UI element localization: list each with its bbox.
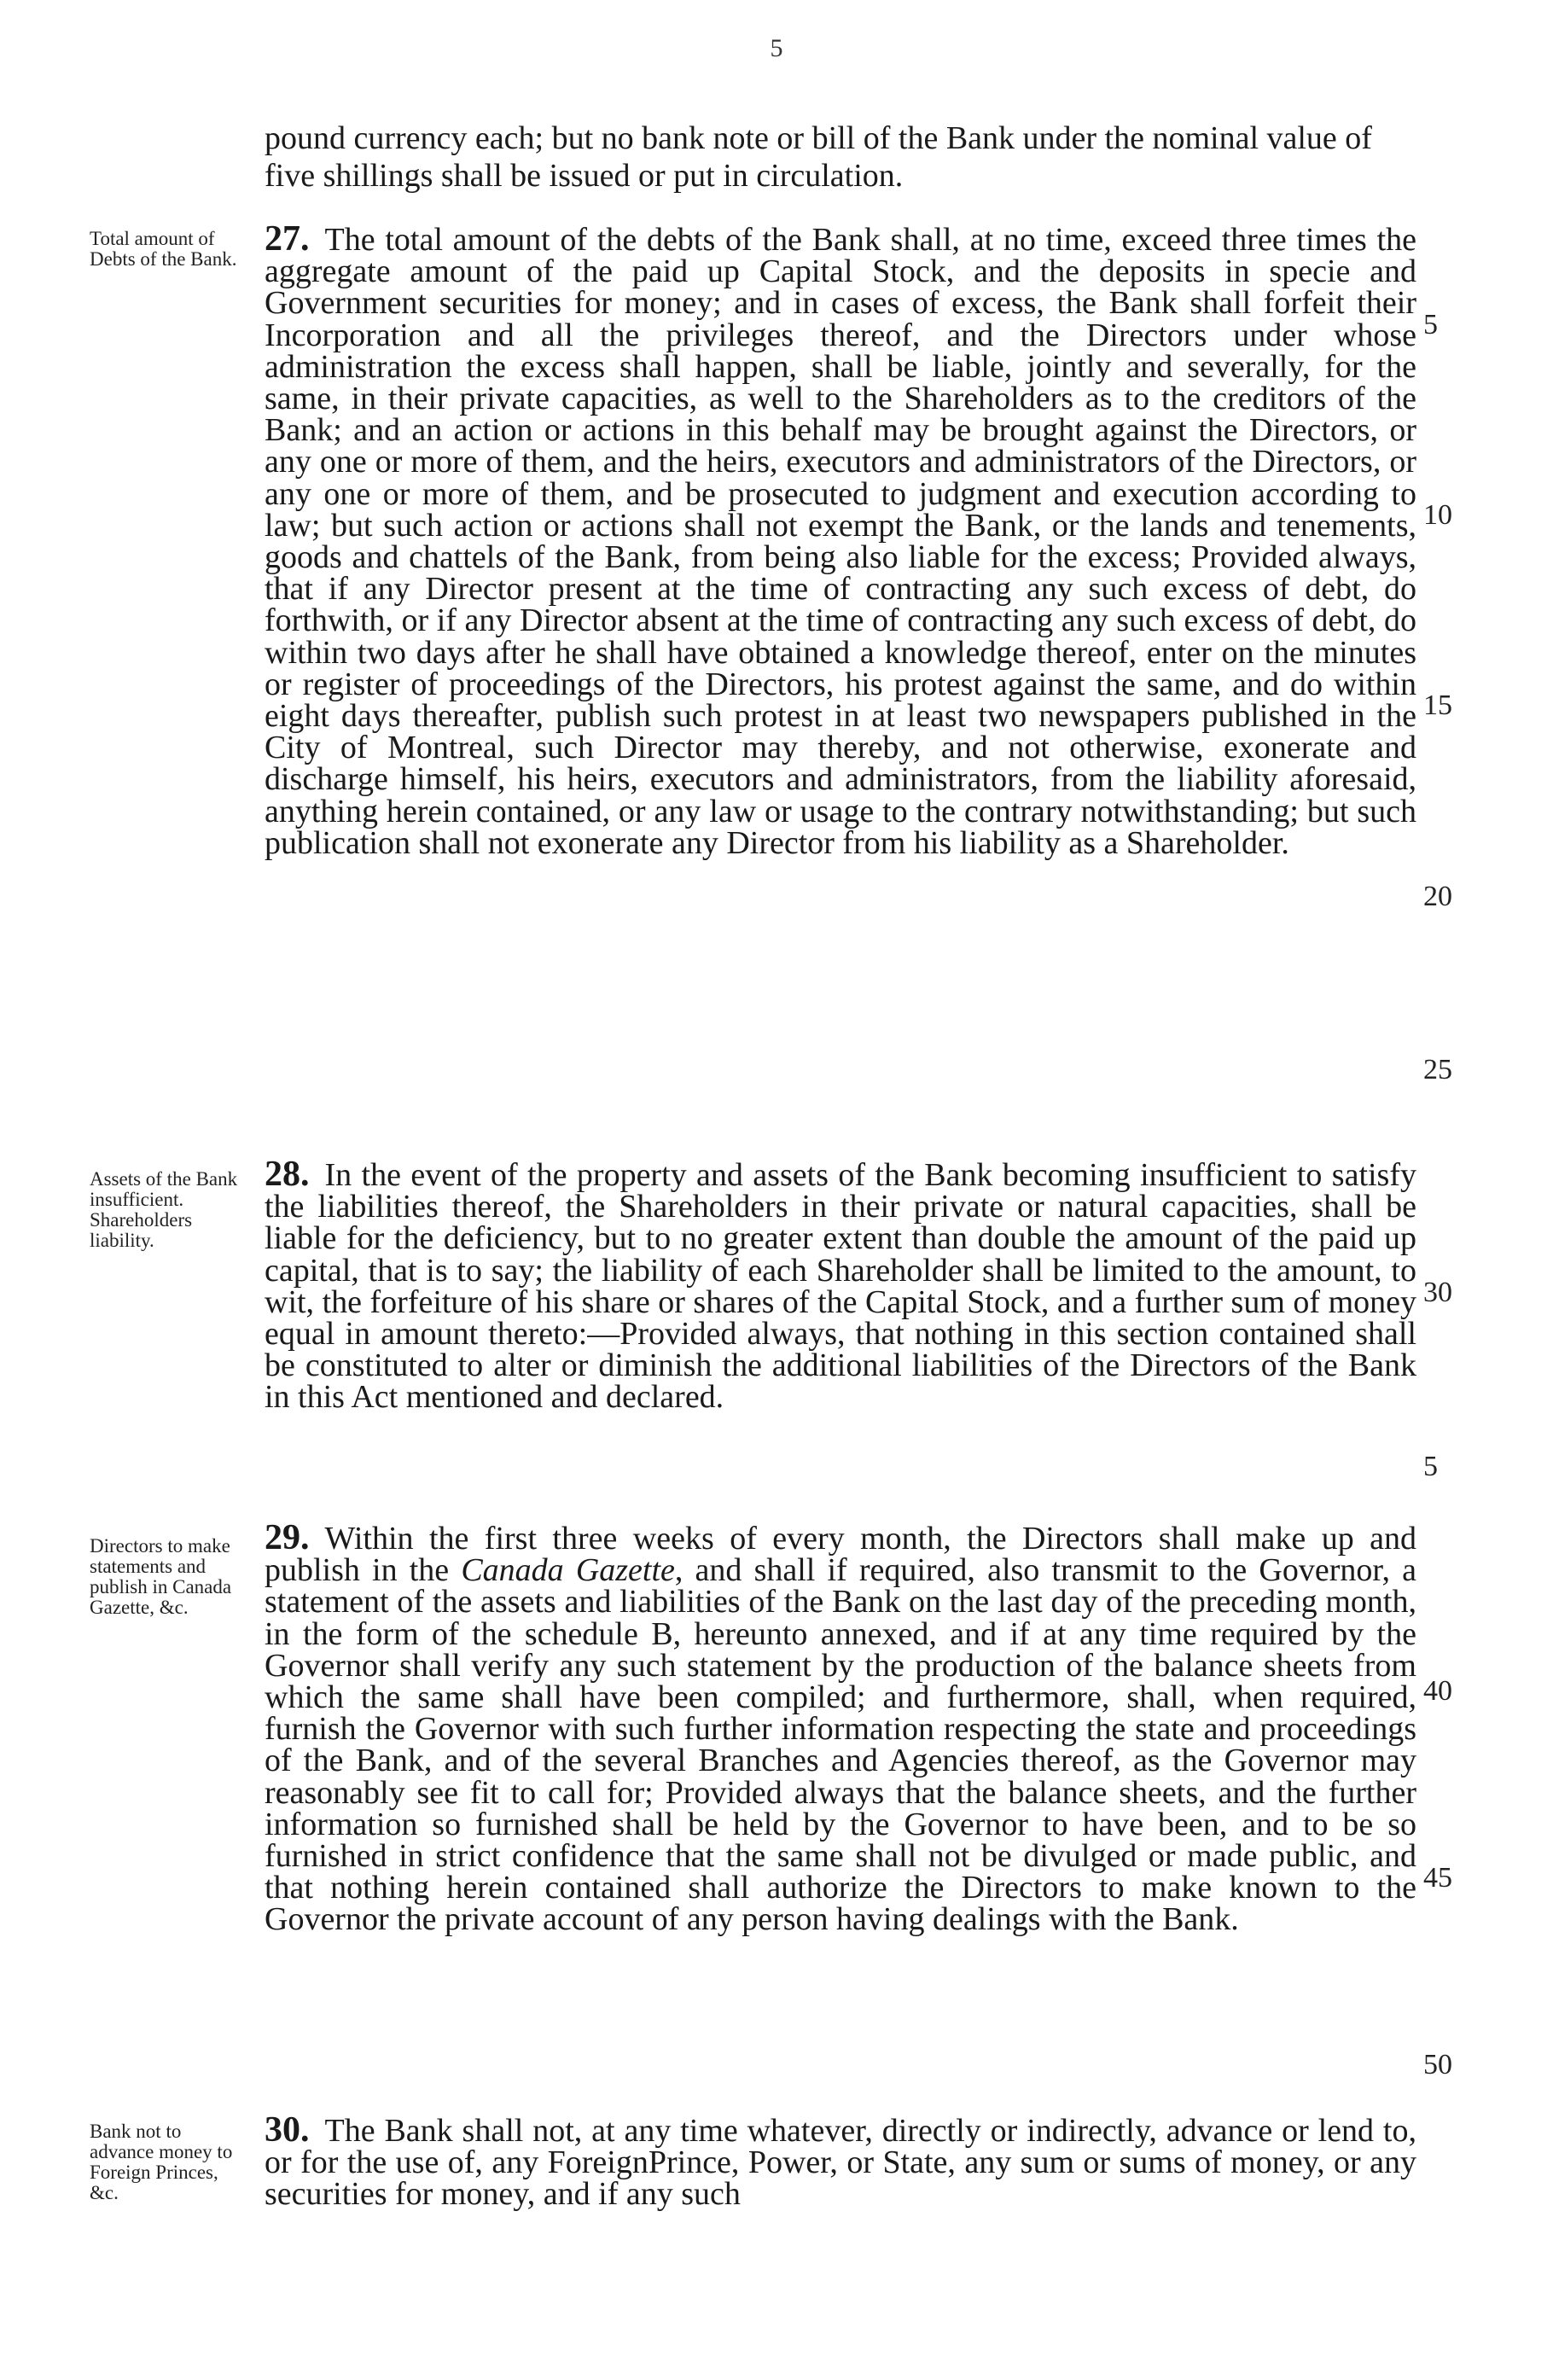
margin-note-27: Total amount of Debts of the Bank.: [90, 228, 237, 270]
section-number-27: 27.: [265, 219, 310, 259]
section-29-text-start: Within the first three weeks of every month, the Directors shall make up and publish in the: [265, 1521, 1416, 1589]
margin-note-28: Assets of the Bank insufficient. Shareholders liability.: [90, 1168, 238, 1251]
section-27: [265, 219, 1416, 861]
page-number: 5: [770, 34, 783, 62]
line-number: 40: [1423, 1675, 1452, 1707]
line-number: 50: [1423, 2049, 1452, 2080]
line-number: 25: [1423, 1054, 1452, 1085]
section-30: [265, 2110, 1416, 2213]
section-number-29: 29.: [265, 1518, 310, 1557]
line-number: 45: [1423, 1862, 1452, 1894]
line-number: 30: [1423, 1277, 1452, 1308]
line-number: 10: [1423, 499, 1452, 531]
section-29-text-end: , and shall if required, also transmit to the Governor, a statement of the assets and liabilities of the Bank on the last day of the preceding month, in the form of the schedule B, hereunto annexed, and if at any time required by the Governor shall verify any such statement by the production of the balance sheets from which the same shall have been compiled; and furthermore, shall, when required, furnish the Governor with such further information respecting the state and proceedings of the Bank, and of the several Branches and Agencies thereof, as the Governor may reasonably see fit to call for; Provided always that the balance sheets, and the further information so furnished shall be held by the Governor to have been, and to be so furnished in strict confidence that the same shall not be divulged or made public, and that nothing herein contained shall authorize the Directors to make known to the Governor the private account of any person having dealings with the Bank.: [265, 1552, 1416, 1938]
margin-note-30: Bank not to advance money to Foreign Princes, &c.: [90, 2121, 233, 2203]
line-number: 15: [1423, 690, 1452, 721]
section-number-30: 30.: [265, 2110, 310, 2150]
section-28-text: In the event of the property and assets of the Bank becoming insufficient to satisfy the liabilities thereof, the Shareholders in their private or natural capacities, shall be liable for the deficiency, but to no greater extent than double the amount of the paid up capital, that is to say; the liability of each Shareholder shall be limited to the amount, to wit, the forfeiture of his share or shares of the Capital Stock, and a further sum of money equal in amount thereto:—Provided always, that nothing in this section contained shall be constituted to alter or diminish the additional liabilities of the Directors of the Bank in this Act mentioned and declared.: [265, 1157, 1416, 1416]
section-30-text: The Bank shall not, at any time whatever, directly or indirectly, advance or lend to, or for the use of, any ForeignPrince, Power, or State, any sum or sums of money, or any securities for money, and if any such: [265, 2113, 1416, 2213]
line-number: 20: [1423, 881, 1452, 912]
section-28: [265, 1155, 1416, 1416]
section-number-28: 28.: [265, 1155, 310, 1194]
margin-note-29: Directors to make statements and publish in Canada Gazette, &c.: [90, 1535, 232, 1618]
section-29: [265, 1518, 1416, 1938]
section-27-text: The total amount of the debts of the Bank shall, at no time, exceed three times the aggregate amount of the paid up Capital Stock, and the deposits in specie and Government securities for money; and in cases of excess, the Bank shall forfeit their Incorporation and all the privileges thereof, and the Directors under whose administration the excess shall happen, shall be liable, jointly and severally, for the same, in their private capacities, as well to the Shareholders as to the creditors of the Bank; and an action or actions in this behalf may be brought against the Directors, or any one or more of them, and the heirs, executors and administrators of the Directors, or any one or more of them, and be prosecuted to judgment and execution according to law; but such action or actions shall not exempt the Bank, or the lands and tenements, goods and chattels of the Bank, from being also liable for the excess; Provided always, that if any Director present at the time of contracting any such excess of debt, do forthwith, or if any Director absent at the time of contracting any such excess of debt, do within two days after he shall have obtained a knowledge thereof, enter on the minutes or register of proceedings of the Directors, his protest against the same, and do within eight days thereafter, publish such protest in at least two newspapers published in the City of Montreal, such Director may thereby, and not otherwise, exonerate and discharge himself, his heirs, executors and administrators, from the liability aforesaid, anything herein contained, or any law or usage to the contrary notwithstanding; but such publication shall not exonerate any Director from his liability as a Shareholder.: [265, 222, 1416, 861]
line-number: 5: [1423, 309, 1438, 340]
line-number: 5: [1423, 1451, 1438, 1482]
intro-paragraph: pound currency each; but no bank note or bill of the Bank under the nominal value of five shillings shall be issued or put in circulation.: [265, 120, 1372, 194]
gazette-title: Canada Gazette: [461, 1552, 675, 1589]
